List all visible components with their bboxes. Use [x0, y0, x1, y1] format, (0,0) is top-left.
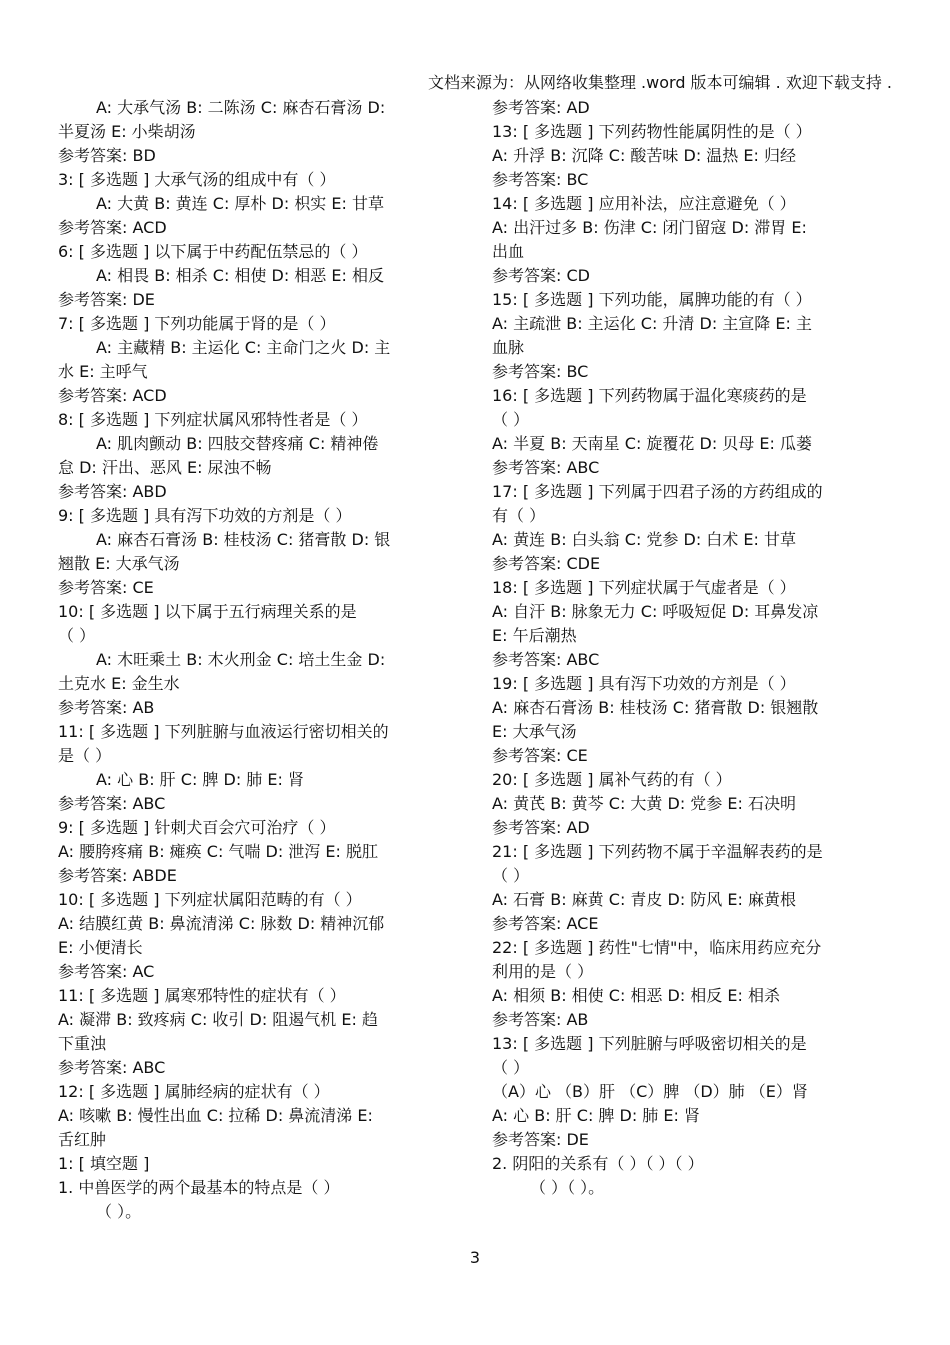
text-line: 2. 阴阳的关系有（ ）（ ）（ ）: [492, 1154, 704, 1173]
text-line: 半夏汤 E: 小柴胡汤: [58, 122, 196, 141]
text-line: A: 结膜红黄 B: 鼻流清涕 C: 脉数 D: 精神沉郁: [58, 914, 385, 933]
text-line: 参考答案: ABC: [492, 458, 600, 477]
text-line: 13: [ 多选题 ] 下列脏腑与呼吸密切相关的是: [492, 1034, 807, 1053]
text-line: 10: [ 多选题 ] 以下属于五行病理关系的是: [58, 602, 357, 621]
page-number: 3: [469, 1248, 481, 1267]
text-line: A: 麻杏石膏汤 B: 桂枝汤 C: 猪膏散 D: 银翘散: [492, 698, 819, 717]
text-line: A: 大黄 B: 黄连 C: 厚朴 D: 枳实 E: 甘草: [96, 194, 384, 213]
text-line: A: 凝滞 B: 致疼病 C: 收引 D: 阻遏气机 E: 趋: [58, 1010, 378, 1029]
text-line: A: 主藏精 B: 主运化 C: 主命门之火 D: 主: [96, 338, 391, 357]
text-line: 3: [ 多选题 ] 大承气汤的组成中有（ ）: [58, 170, 336, 189]
text-line: A: 相须 B: 相使 C: 相恶 D: 相反 E: 相杀: [492, 986, 780, 1005]
text-line: 20: [ 多选题 ] 属补气药的有（ ）: [492, 770, 732, 789]
text-line: 15: [ 多选题 ] 下列功能，属脾功能的有（ ）: [492, 290, 812, 309]
text-line: E: 大承气汤: [492, 722, 577, 741]
text-line: 参考答案: AB: [58, 698, 155, 717]
text-line: 参考答案: ABC: [58, 794, 166, 813]
text-line: 参考答案: AD: [492, 98, 590, 117]
text-line: 21: [ 多选题 ] 下列药物不属于辛温解表药的是: [492, 842, 823, 861]
text-line: A: 腰胯疼痛 B: 瘫痪 C: 气喘 D: 泄泻 E: 脱肛: [58, 842, 378, 861]
text-line: 参考答案: ABC: [58, 1058, 166, 1077]
text-line: 有（ ）: [492, 506, 546, 525]
text-line: E: 小便清长: [58, 938, 143, 957]
text-line: 1: [ 填空题 ]: [58, 1154, 150, 1173]
text-line: A: 大承气汤 B: 二陈汤 C: 麻杏石膏汤 D:: [96, 98, 386, 117]
text-line: A: 黄芪 B: 黄芩 C: 大黄 D: 党参 E: 石决明: [492, 794, 796, 813]
text-line: 参考答案: DE: [492, 1130, 589, 1149]
text-line: 参考答案: AC: [58, 962, 155, 981]
text-line: A: 咳嗽 B: 慢性出血 C: 拉稀 D: 鼻流清涕 E:: [58, 1106, 373, 1125]
text-line: 参考答案: CE: [58, 578, 154, 597]
text-line: 出血: [492, 242, 525, 261]
text-line: 22: [ 多选题 ] 药性"七情"中，临床用药应充分: [492, 938, 822, 957]
text-line: 18: [ 多选题 ] 下列症状属于气虚者是（ ）: [492, 578, 796, 597]
text-line: 6: [ 多选题 ] 以下属于中药配伍禁忌的（ ）: [58, 242, 368, 261]
text-line: 下重浊: [58, 1034, 107, 1053]
text-line: 9: [ 多选题 ] 具有泻下功效的方剂是（ ）: [58, 506, 352, 525]
text-line: （A）心 （B）肝 （C）脾 （D）肺 （E）肾: [492, 1082, 808, 1101]
text-line: 17: [ 多选题 ] 下列属于四君子汤的方药组成的: [492, 482, 823, 501]
text-line: 是（ ）: [58, 746, 112, 765]
text-line: 1. 中兽医学的两个最基本的特点是（ ）: [58, 1178, 340, 1197]
text-line: 参考答案: ABD: [58, 482, 167, 501]
text-line: A: 木旺乘土 B: 木火刑金 C: 培土生金 D:: [96, 650, 386, 669]
text-line: A: 肌肉颤动 B: 四肢交替疼痛 C: 精神倦: [96, 434, 379, 453]
text-line: A: 黄连 B: 白头翁 C: 党参 D: 白术 E: 甘草: [492, 530, 796, 549]
text-line: 翘散 E: 大承气汤: [58, 554, 180, 573]
text-line: 血脉: [492, 338, 525, 357]
text-line: A: 心 B: 肝 C: 脾 D: 肺 E: 肾: [492, 1106, 700, 1125]
text-line: A: 半夏 B: 天南星 C: 旋覆花 D: 贝母 E: 瓜蒌: [492, 434, 812, 453]
text-line: 参考答案: BC: [492, 362, 589, 381]
page-header: 文档来源为：从网络收集整理 .word 版本可编辑 . 欢迎下载支持 .: [427, 73, 892, 92]
text-line: 参考答案: AD: [492, 818, 590, 837]
text-line: 怠 D: 汗出、恶风 E: 尿浊不畅: [58, 458, 272, 477]
text-line: 8: [ 多选题 ] 下列症状属风邪特性者是（ ）: [58, 410, 368, 429]
text-line: 参考答案: ACD: [58, 218, 167, 237]
text-line: （ ）: [492, 410, 530, 429]
text-line: （ ）: [58, 626, 96, 645]
text-line: A: 自汗 B: 脉象无力 C: 呼吸短促 D: 耳鼻发凉: [492, 602, 819, 621]
right-column: [492, 96, 888, 1200]
text-line: 参考答案: CD: [492, 266, 590, 285]
text-line: A: 出汗过多 B: 伤津 C: 闭门留寇 D: 滞胃 E:: [492, 218, 807, 237]
text-line: 14: [ 多选题 ] 应用补法，应注意避免（ ）: [492, 194, 796, 213]
text-line: E: 午后潮热: [492, 626, 577, 645]
text-line: A: 麻杏石膏汤 B: 桂枝汤 C: 猪膏散 D: 银: [96, 530, 391, 549]
text-line: 参考答案: BD: [58, 146, 156, 165]
text-line: A: 主疏泄 B: 主运化 C: 升清 D: 主宣降 E: 主: [492, 314, 812, 333]
text-line: 土克水 E: 金生水: [58, 674, 180, 693]
text-line: 参考答案: AB: [492, 1010, 589, 1029]
text-line: 11: [ 多选题 ] 下列脏腑与血液运行密切相关的: [58, 722, 389, 741]
text-line: （ ）: [492, 1058, 530, 1077]
text-line: 16: [ 多选题 ] 下列药物属于温化寒痰药的是: [492, 386, 807, 405]
text-line: 参考答案: BC: [492, 170, 589, 189]
text-line: 参考答案: CE: [492, 746, 588, 765]
text-line: 水 E: 主呼气: [58, 362, 148, 381]
text-line: 参考答案: ABDE: [58, 866, 177, 885]
text-line: A: 石膏 B: 麻黄 C: 青皮 D: 防风 E: 麻黄根: [492, 890, 796, 909]
text-line: A: 相畏 B: 相杀 C: 相使 D: 相恶 E: 相反: [96, 266, 384, 285]
text-line: 参考答案: ABC: [492, 650, 600, 669]
text-line: 参考答案: CDE: [492, 554, 601, 573]
text-line: 9: [ 多选题 ] 针刺犬百会穴可治疗（ ）: [58, 818, 336, 837]
left-column: [58, 96, 460, 1224]
text-line: 10: [ 多选题 ] 下列症状属阳范畴的有（ ）: [58, 890, 362, 909]
text-line: （ ）（ ）。: [530, 1178, 605, 1197]
text-line: 7: [ 多选题 ] 下列功能属于肾的是（ ）: [58, 314, 336, 333]
text-line: 参考答案: ACE: [492, 914, 599, 933]
text-line: 19: [ 多选题 ] 具有泻下功效的方剂是（ ）: [492, 674, 796, 693]
text-line: 12: [ 多选题 ] 属肺经病的症状有（ ）: [58, 1082, 330, 1101]
text-line: （ ）。: [96, 1202, 142, 1221]
text-line: 11: [ 多选题 ] 属寒邪特性的症状有（ ）: [58, 986, 346, 1005]
text-line: （ ）: [492, 866, 530, 885]
text-line: 利用的是（ ）: [492, 962, 594, 981]
text-line: 参考答案: DE: [58, 290, 155, 309]
text-line: 舌红肿: [58, 1130, 107, 1149]
text-line: 参考答案: ACD: [58, 386, 167, 405]
text-line: A: 心 B: 肝 C: 脾 D: 肺 E: 肾: [96, 770, 304, 789]
text-line: A: 升浮 B: 沉降 C: 酸苦味 D: 温热 E: 归经: [492, 146, 796, 165]
text-line: 13: [ 多选题 ] 下列药物性能属阴性的是（ ）: [492, 122, 812, 141]
